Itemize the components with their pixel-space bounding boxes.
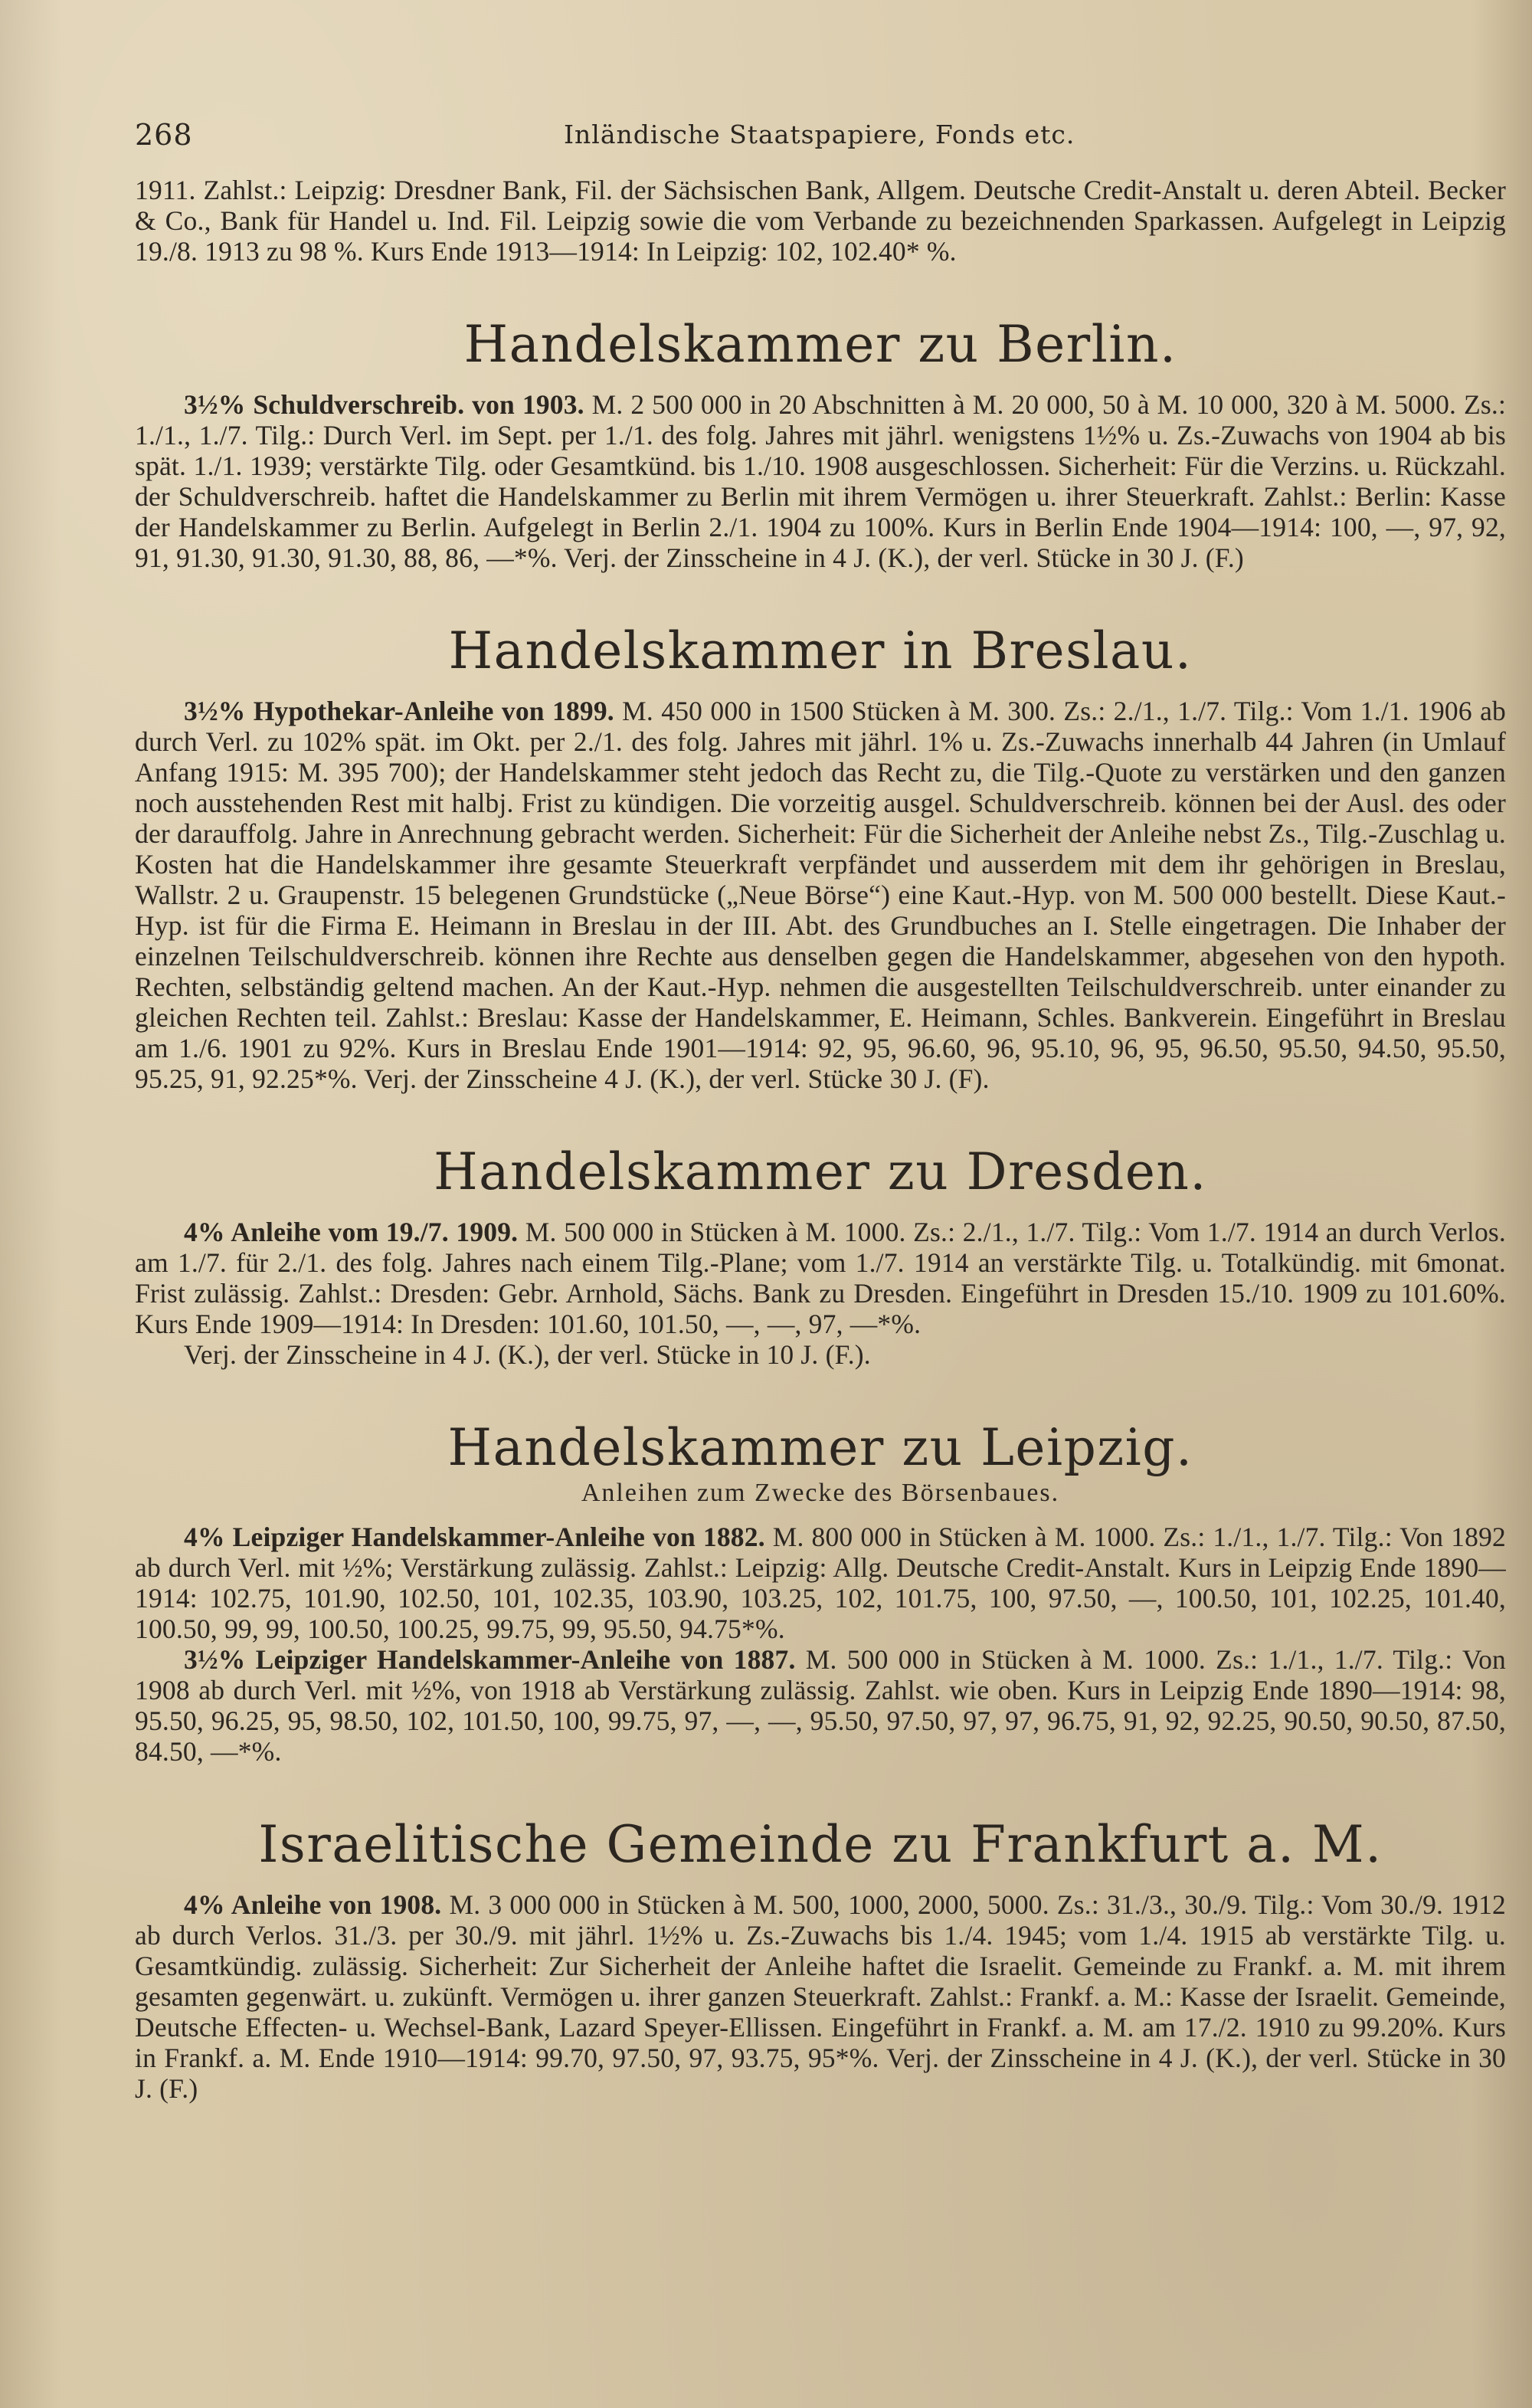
page-number: 268 (135, 118, 193, 152)
entry-leipzig-1887 (135, 1644, 1506, 1767)
section-title-breslau: Handelskammer in Breslau. (448, 621, 1193, 680)
page-header (135, 92, 1506, 161)
section-title-frankfurt: Israelitische Gemeinde zu Frankfurt a. M. (258, 1815, 1383, 1874)
section-title-leipzig: Handelskammer zu Leipzig. (447, 1418, 1193, 1477)
entry-dresden-1909 (135, 1217, 1506, 1339)
entry-text: M. 500 000 in Stücken à M. 1000. Zs.: 2./1., 1./7. Tilg.: Vom 1./7. 1914 an durch Verlos. am 1./7. für 2./1. des folg. Jahres nach einem Tilg.-Plane; vom 1./7. 1914 an verstärkte Tilg. u. Totalkündig. mit 6monat. Frist zulässig. Zahlst.: Dresden: Gebr. Arnhold, Sächs. Bank zu Dresden. Eingeführt in Dresden 15./10. 1909 zu 101.60%. Kurs Ende 1909—1914: In Dresden: 101.60, 101.50, —, —, 97, —*%. (135, 1217, 1506, 1339)
section-title-berlin: Handelskammer zu Berlin. (463, 315, 1177, 374)
section-subtitle-leipzig: Anleihen zum Zwecke des Börsenbaues. (581, 1479, 1060, 1507)
running-title: Inländische Staatspapiere, Fonds etc. (564, 120, 1075, 149)
entry-breslau-1899 (135, 696, 1506, 1094)
entry-berlin-1903 (135, 389, 1506, 573)
entry-lead: 4% Anleihe von 1908. (184, 1889, 442, 1920)
entry-lead: 3½% Leipziger Handelskammer-Anleihe von 1887. (184, 1644, 796, 1675)
entry-text: M. 500 000 in Stücken à M. 1000. Zs.: 1./1., 1./7. Tilg.: Von 1908 ab durch Verl. mit ½%, von 1918 ab Verstärkung zulässig. Zahlst. wie oben. Kurs in Leipzig Ende 1890—1914: 98, 95.50, 96.25, 95, 98.50, 102, 101.50, 100, 99.75, 97, —, —, 95.50, 97.50, 97, 97, 96.75, 91, 92, 92.25, 90.50, 90.50, 87.50, 84.50, —*%. (135, 1644, 1506, 1767)
intro-paragraph: 1911. Zahlst.: Leipzig: Dresdner Bank, Fil. der Sächsischen Bank, Allgem. Deutsche Credit-Anstalt u. deren Abteil. Becker & Co., Bank für Handel u. Ind. Fil. Leipzig sowie die vom Verbande zu bezeichnenden Sparkassen. Aufgelegt in Leipzig 19./8. 1913 zu 98 %. Kurs Ende 1913—1914: In Leipzig: 102, 102.40* %. (135, 175, 1506, 267)
entry-text: M. 800 000 in Stücken à M. 1000. Zs.: 1./1., 1./7. Tilg.: Von 1892 ab durch Verl. mit ½%; Verstärkung zulässig. Zahlst.: Leipzig: Allg. Deutsche Credit-Anstalt. Kurs in Leipzig Ende 1890—1914: 102.75, 101.90, 102.50, 101, 102.35, 103.90, 103.25, 102, 101.75, 100, 97.50, —, 100.50, 101, 102.25, 101.40, 100.50, 99, 99, 100.50, 100.25, 99.75, 99, 95.50, 94.75*%. (135, 1522, 1506, 1644)
entry-text: M. 3 000 000 in Stücken à M. 500, 1000, 2000, 5000. Zs.: 31./3., 30./9. Tilg.: Vom 30./9. 1912 ab durch Verlos. 31./3. per 30./9. mit jährl. 1½% u. Zs.-Zuwachs bis 1./4. 1945; vom 1./4. 1915 ab verstärkte Tilg. u. Gesamtkündig. zulässig. Sicherheit: Zur Sicherheit der Anleihe haftet die Israelit. Gemeinde zu Frankf. a. M. mit ihrem gesamten gegenwärt. u. zukünft. Vermögen u. ihrer ganzen Steuerkraft. Zahlst.: Frankf. a. M.: Kasse der Israelit. Gemeinde, Deutsche Effecten- u. Wechsel-Bank, Lazard Speyer-Ellissen. Eingeführt in Frankf. a. M. am 17./2. 1910 zu 99.20%. Kurs in Frankf. a. M. Ende 1910—1914: 99.70, 97.50, 97, 93.75, 95*%. Verj. der Zinsscheine in 4 J. (K.), der verl. Stücke in 30 J. (F.) (135, 1889, 1506, 2104)
book-page (135, 92, 1506, 2104)
entry-text: M. 450 000 in 1500 Stücken à M. 300. Zs.: 2./1., 1./7. Tilg.: Vom 1./1. 1906 ab durch Verl. zu 102% spät. im Okt. per 2./1. des folg. Jahres mit jährl. 1% u. Zs.-Zuwachs innerhalb 44 Jahren (in Umlauf Anfang 1915: M. 395 700); der Handelskammer steht jedoch das Recht zu, die Tilg.-Quote zu verstärken und den ganzen noch ausstehenden Rest mit halbj. Frist zu kündigen. Die vorzeitig ausgel. Schuldverschreib. können bei der Ausl. des oder der darauffolg. Jahre in Anrechnung gebracht werden. Sicherheit: Für die Sicherheit der Anleihe nebst Zs., Tilg.-Zuschlag u. Kosten hat die Handelskammer ihre gesamte Steuerkraft verpfändet und ausserdem mit dem ihr gehörigen in Breslau, Wallstr. 2 u. Graupenstr. 15 belegenen Grundstücke („Neue Börse“) eine Kaut.-Hyp. von M. 500 000 bestellt. Diese Kaut.-Hyp. ist für die Firma E. Heimann in Breslau in der III. Abt. des Grundbuches an I. Stelle eingetragen. Die Inhaber der einzelnen Teilschuldverschreib. können ihre Rechte aus denselben gegen die Handelskammer, abgesehen von den hypoth. Rechten, selbständig geltend machen. An der Kaut.-Hyp. nehmen die ausgestellten Teilschuldverschreib. unter einander zu gleichen Rechten teil. Zahlst.: Breslau: Kasse der Handelskammer, E. Heimann, Schles. Bankverein. Eingeführt in Breslau am 1./6. 1901 zu 92%. Kurs in Breslau Ende 1901—1914: 92, 95, 96.60, 96, 95.10, 96, 95, 96.50, 95.50, 94.50, 95.50, 95.25, 91, 92.25*%. Verj. der Zinsscheine 4 J. (K.), der verl. Stücke 30 J. (F). (135, 696, 1506, 1094)
entry-lead: 3½% Hypothekar-Anleihe von 1899. (184, 696, 614, 726)
entry-leipzig-1882 (135, 1522, 1506, 1644)
entry-lead: 4% Leipziger Handelskammer-Anleihe von 1882. (184, 1522, 765, 1552)
entry-text: Verj. der Zinsscheine in 4 J. (K.), der verl. Stücke in 10 J. (F.). (184, 1339, 871, 1370)
entry-text: M. 2 500 000 in 20 Abschnitten à M. 20 000, 50 à M. 10 000, 320 à M. 5000. Zs.: 1./1., 1./7. Tilg.: Durch Verl. im Sept. per 1./1. des folg. Jahres mit jährl. wenigstens 1½% u. Zs.-Zuwachs von 1904 ab bis spät. 1./1. 1939; verstärkte Tilg. oder Gesamtkünd. bis 1./10. 1908 ausgeschlossen. Sicherheit: Für die Verzins. u. Rückzahl. der Schuldverschreib. haftet die Handelskammer zu Berlin mit ihrem Vermögen u. ihrer Steuerkraft. Zahlst.: Berlin: Kasse der Handelskammer zu Berlin. Aufgelegt in Berlin 2./1. 1904 zu 100%. Kurs in Berlin Ende 1904—1914: 100, —, 97, 92, 91, 91.30, 91.30, 91.30, 88, 86, —*%. Verj. der Zinsscheine in 4 J. (K.), der verl. Stücke in 30 J. (F.) (135, 389, 1507, 573)
entry-lead: 3½% Schuldverschreib. von 1903. (184, 389, 584, 420)
entry-lead: 4% Anleihe vom 19./7. 1909. (184, 1217, 519, 1247)
entry-frankfurt-1908 (135, 1889, 1506, 2104)
section-title-dresden: Handelskammer zu Dresden. (434, 1142, 1207, 1201)
entry-dresden-verj (135, 1339, 1506, 1370)
